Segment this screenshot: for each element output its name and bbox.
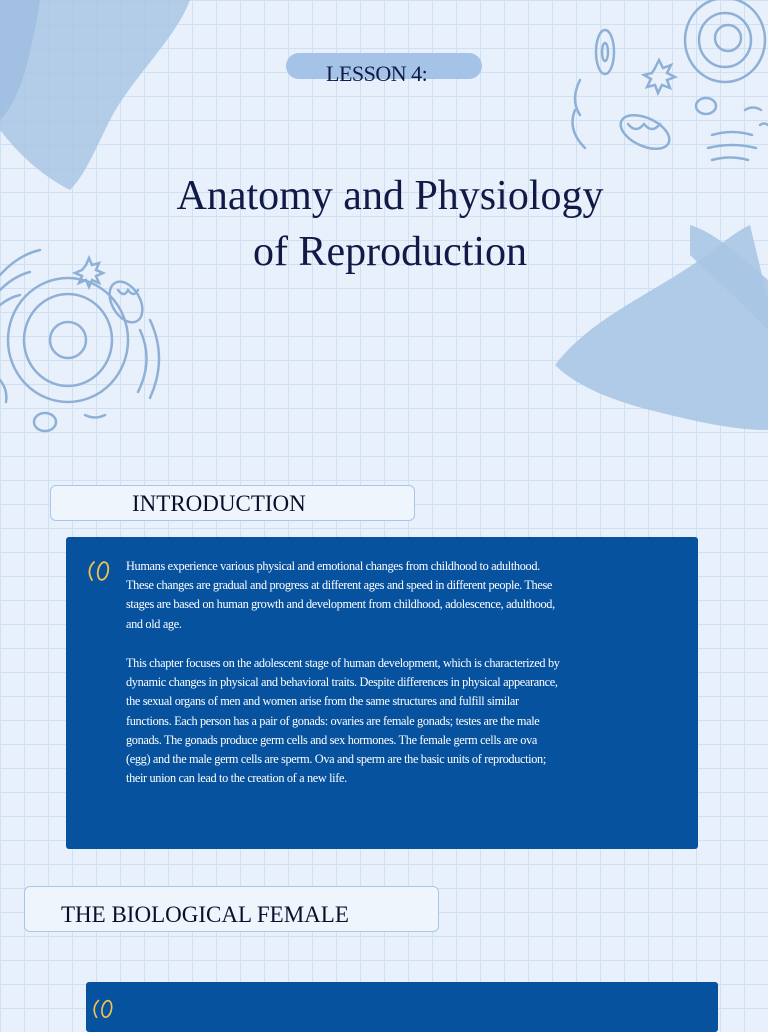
page-title-line-2: of Reproduction [252, 229, 528, 275]
text-line: functions. Each person has a pair of gonads: ovaries are female gonads; testes are the male [126, 713, 540, 728]
text-line: their union can lead to the creation of a new life. [126, 771, 347, 786]
text-line: gonads. The gonads produce germ cells and sex hormones. The female germ cells are ova [126, 732, 537, 747]
page-title-line-1: Anatomy and Physiology [176, 173, 604, 219]
page-title [140, 168, 640, 280]
cell-illustration-top-right [573, 0, 768, 160]
biological-female-content-box [86, 982, 718, 1032]
cell-illustration-left [0, 250, 159, 431]
text-line: This chapter focuses on the adolescent stage of human development, which is characterized by [126, 656, 560, 670]
lesson-label: LESSON 4: [326, 61, 428, 86]
introduction-paragraph-2 [126, 654, 560, 788]
quote-icon [86, 556, 114, 584]
text-line: (egg) and the male germ cells are sperm. Ova and sperm are the basic units of reproduction; [126, 752, 546, 767]
text-line: stages are based on human growth and development from childhood, adolescence, adulthood, [126, 597, 555, 612]
text-line: and old age. [126, 616, 182, 631]
biological-female-heading: THE BIOLOGICAL FEMALE [61, 902, 349, 927]
quote-icon [91, 994, 117, 1022]
text-line: These changes are gradual and progress at different ages and speed in different people. These [126, 578, 553, 593]
introduction-heading: INTRODUCTION [132, 491, 306, 516]
introduction-paragraph-1 [126, 557, 555, 634]
text-line: the sexual organs of men and women arise from the same structures and fulfill similar [126, 694, 519, 709]
text-line: Humans experience various physical and emotional changes from childhood to adulthood. [126, 559, 540, 573]
text-line: dynamic changes in physical and behavioral traits. Despite differences in physical appearance, [126, 675, 558, 690]
